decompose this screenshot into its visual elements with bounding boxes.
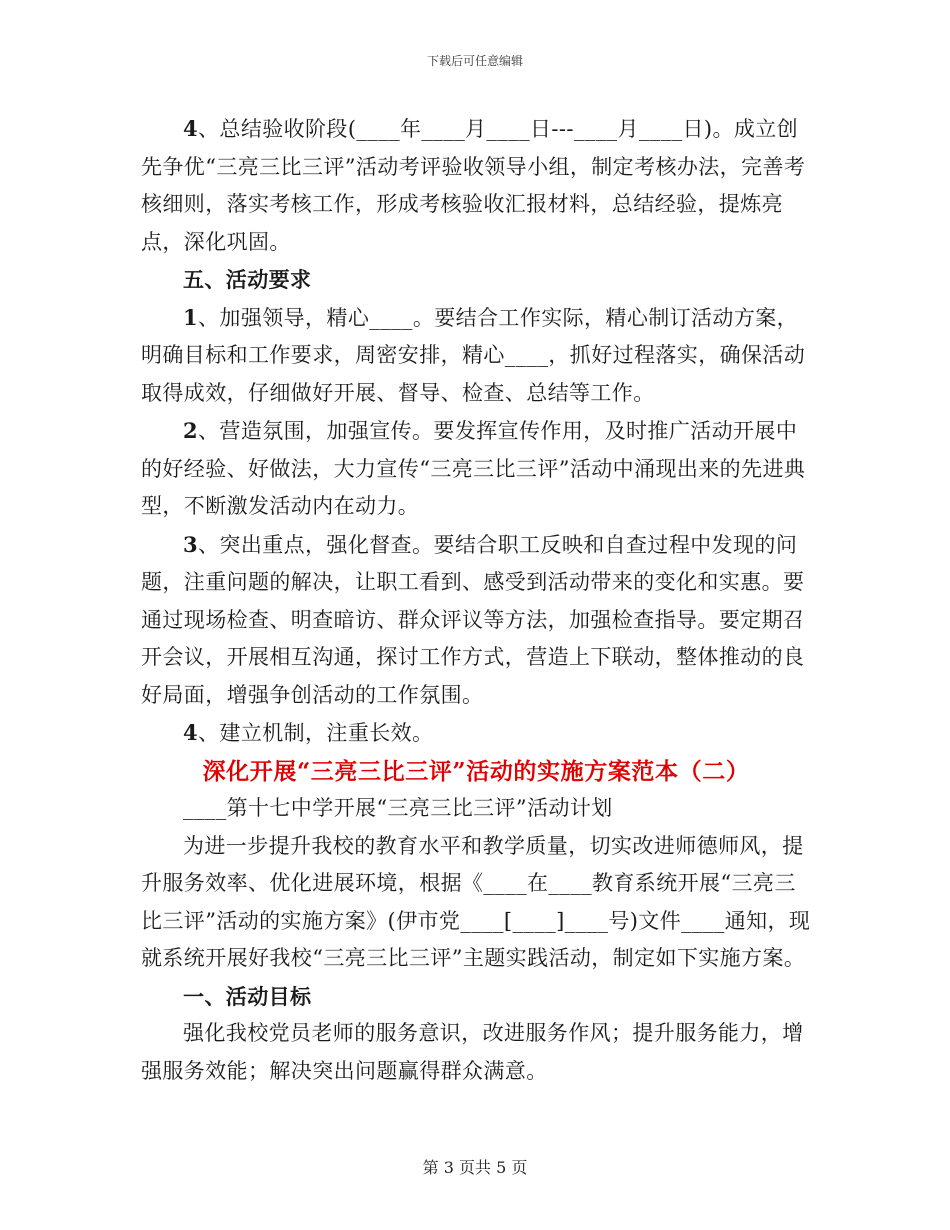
paragraph-req-2 [141,412,811,526]
page-footer-number: 第 3 页共 5 页 [422,1158,528,1177]
item-number: 1 [183,304,199,330]
section-heading-requirements: 五、活动要求 [183,267,312,292]
paragraph-intro: 为进一步提升我校的教育水平和教学质量，切实改进师德师风，提升服务效率、优化进展环境，根据《____在____教育系统开展“三亮三比三评”活动的实施方案》(伊市党____[____]____号)文件____通知，现就系统开展好我校“三亮三比三评”主题实践活动，制定如下实施方案。 [141,833,811,970]
section-heading-goals: 一、活动目标 [183,983,312,1009]
paragraph-text: 、营造氛围，加强宣传。要发挥宣传作用，及时推广活动开展中的好经验、好做法，大力宣传“三亮三比三评”活动中涌现出来的先进典型，不断激发活动内在动力。 [141,419,806,518]
page-header-note: 下载后可任意编辑 [426,54,523,68]
paragraph-text: 、建立机制，注重长效。 [198,721,434,745]
paragraph-req-1 [141,299,811,413]
paragraph-req-3 [141,526,811,715]
paragraph-text: 、总结验收阶段(____年____月____日---____月____日)。成立创先争优“三亮三比三评”活动考评验收领导小组，制定考核办法，完善考核细则，落实考核工作，形成考核验收汇报材料，总结经验，提炼亮点，深化巩固。 [141,117,806,254]
item-number: 3 [183,531,199,557]
paragraph-stage-4 [141,110,811,261]
paragraph-text: 、加强领导，精心____。要结合工作实际，精心制订活动方案，明确目标和工作要求，周密安排，精心____，抓好过程落实，确保活动取得成效，仔细做好开展、督导、检查、总结等工作。 [141,305,806,405]
document-body [141,110,811,1090]
item-number: 2 [183,418,199,443]
item-number: 4 [183,116,199,141]
paragraph-goals: 强化我校党员老师的服务意识，改进服务作风；提升服务能力，增强服务效能；解决突出问题赢得群众满意。 [141,1021,804,1083]
paragraph-req-4 [141,714,811,753]
document-title-part-2: 深化开展“三亮三比三评”活动的实施方案范本（二） [202,757,750,785]
plan-subtitle: ____第十七中学开展“三亮三比三评”活动计划 [183,796,613,820]
item-number: 4 [183,720,199,745]
paragraph-text: 、突出重点，强化督查。要结合职工反映和自查过程中发现的问题，注重问题的解决，让职工看到、感受到活动带来的变化和实惠。要通过现场检查、明查暗访、群众评议等方法，加强检查指导。要定期召开会议，开展相互沟通，探讨工作方式，营造上下联动，整体推动的良好局面，增强争创活动的工作氛围。 [141,532,805,707]
